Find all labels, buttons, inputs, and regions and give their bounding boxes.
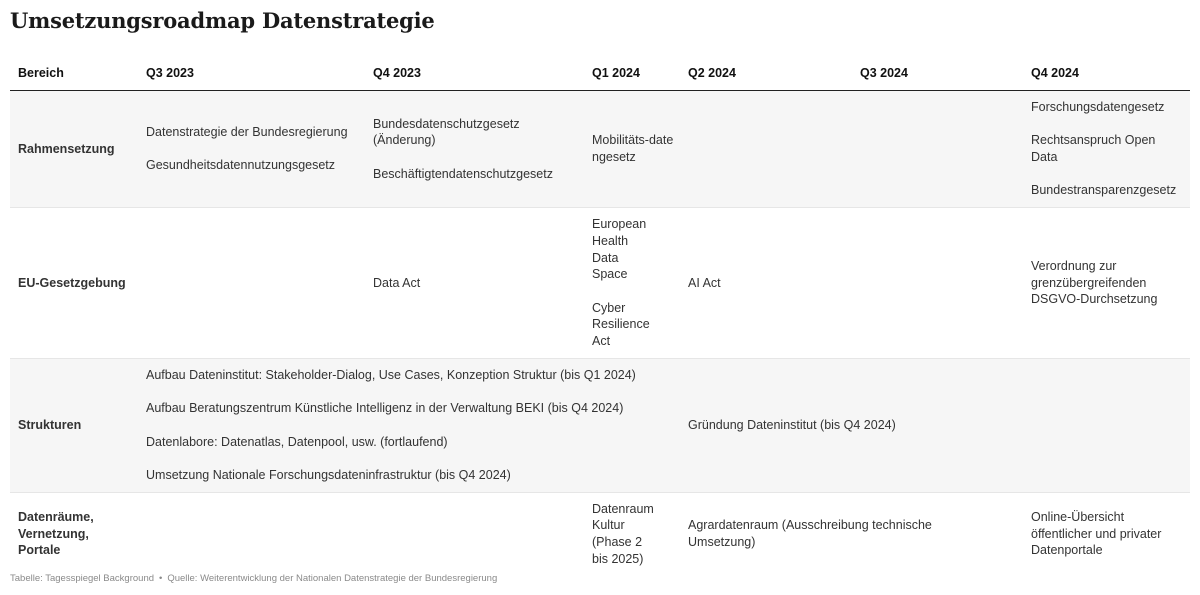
footer-separator: •: [159, 573, 163, 584]
roadmap-entry: Online-Übersicht öffentlicher und privater Datenportale: [1031, 510, 1162, 558]
row-label-text: Datenräume, Vernetzung, Portale: [18, 510, 94, 558]
roadmap-entry: Umsetzung Nationale Forschungsdateninfrastruktur (bis Q4 2024): [146, 467, 511, 482]
roadmap-entry: Rechtsanspruch Open Data: [1031, 133, 1156, 165]
table-cell: [1023, 358, 1190, 492]
roadmap-entry: Datenlabore: Datenatlas, Datenpool, usw. (fortlaufend): [146, 434, 448, 449]
roadmap-entry: Aufbau Dateninstitut: Stakeholder-Dialog, Use Cases, Konzeption Struktur (bis Q1 2024): [146, 367, 636, 382]
roadmap-table: [10, 56, 1190, 575]
table-cell: [852, 208, 1023, 359]
table-cell: [584, 492, 680, 575]
roadmap-entry: Mobilitäts-datengesetz: [592, 133, 674, 165]
table-cell: [1023, 492, 1190, 575]
table-cell: [680, 208, 852, 359]
roadmap-entry: Gründung Dateninstitut (bis Q4 2024): [688, 417, 896, 432]
table-cell: [365, 492, 584, 575]
roadmap-entry: Beschäftigtendatenschutzgesetz: [373, 166, 553, 181]
roadmap-entry: Bundesdatenschutzgesetz (Änderung): [373, 116, 520, 148]
header-q1-2024: Q1 2024: [584, 56, 680, 91]
table-row: [10, 358, 1190, 492]
header-bereich: Bereich: [10, 56, 138, 91]
footer-source-text: Quelle: Weiterentwicklung der Nationalen Datenstrategie der Bundesregierung: [167, 573, 498, 584]
table-cell: [365, 208, 584, 359]
footer-credit: Tabelle: Tagesspiegel Background: [10, 573, 155, 584]
table-cell: [1023, 208, 1190, 359]
row-label: Strukturen: [10, 358, 138, 492]
roadmap-entry: Agrardatenraum (Ausschreibung technische Umsetzung): [688, 518, 932, 550]
footer-source: [10, 573, 497, 584]
table-cell: [1023, 91, 1190, 208]
table-cell: [680, 91, 852, 208]
table-cell: [365, 91, 584, 208]
row-label: [10, 492, 138, 575]
roadmap-entry: AI Act: [688, 275, 721, 290]
table-cell: [680, 492, 1023, 575]
header-q2-2024: Q2 2024: [680, 56, 852, 91]
table-cell: [138, 208, 365, 359]
header-row: [10, 56, 1190, 91]
roadmap-entry: Aufbau Beratungszentrum Künstliche Intelligenz in der Verwaltung BEKI (bis Q4 2024): [146, 401, 624, 416]
roadmap-entry: European Health Data Space: [592, 217, 647, 282]
header-q4-2023: Q4 2023: [365, 56, 584, 91]
roadmap-entry: Cyber Resilience Act: [592, 300, 650, 349]
table-row: [10, 208, 1190, 359]
table-cell: [138, 91, 365, 208]
roadmap-entry: Bundestransparenzgesetz: [1031, 183, 1177, 198]
table-cell: [680, 358, 1023, 492]
table-cell: [138, 358, 680, 492]
header-q3-2024: Q3 2024: [852, 56, 1023, 91]
page-title: Umsetzungsroadmap Datenstrategie: [10, 8, 435, 33]
roadmap-entry: Data Act: [373, 275, 421, 290]
table-row: [10, 492, 1190, 575]
header-q4-2024: Q4 2024: [1023, 56, 1190, 91]
roadmap-entry: Verordnung zur grenzübergreifenden DSGVO-Durchsetzung: [1031, 258, 1158, 307]
roadmap-entry: Datenstrategie der Bundesregierung: [146, 125, 348, 140]
table-cell: [138, 492, 365, 575]
roadmap-entry: Gesundheitsdatennutzungsgesetz: [146, 158, 336, 173]
table-row: [10, 91, 1190, 208]
row-label: Rahmensetzung: [10, 91, 138, 208]
roadmap-entry: Forschungsdatengesetz: [1031, 100, 1165, 114]
header-q3-2023: Q3 2023: [138, 56, 365, 91]
table-cell: [852, 91, 1023, 208]
roadmap-entry: Datenraum Kultur (Phase 2 bis 2025): [592, 501, 654, 566]
row-label: EU-Gesetzgebung: [10, 208, 138, 359]
table-cell: [584, 91, 680, 208]
table-cell: [584, 208, 680, 359]
